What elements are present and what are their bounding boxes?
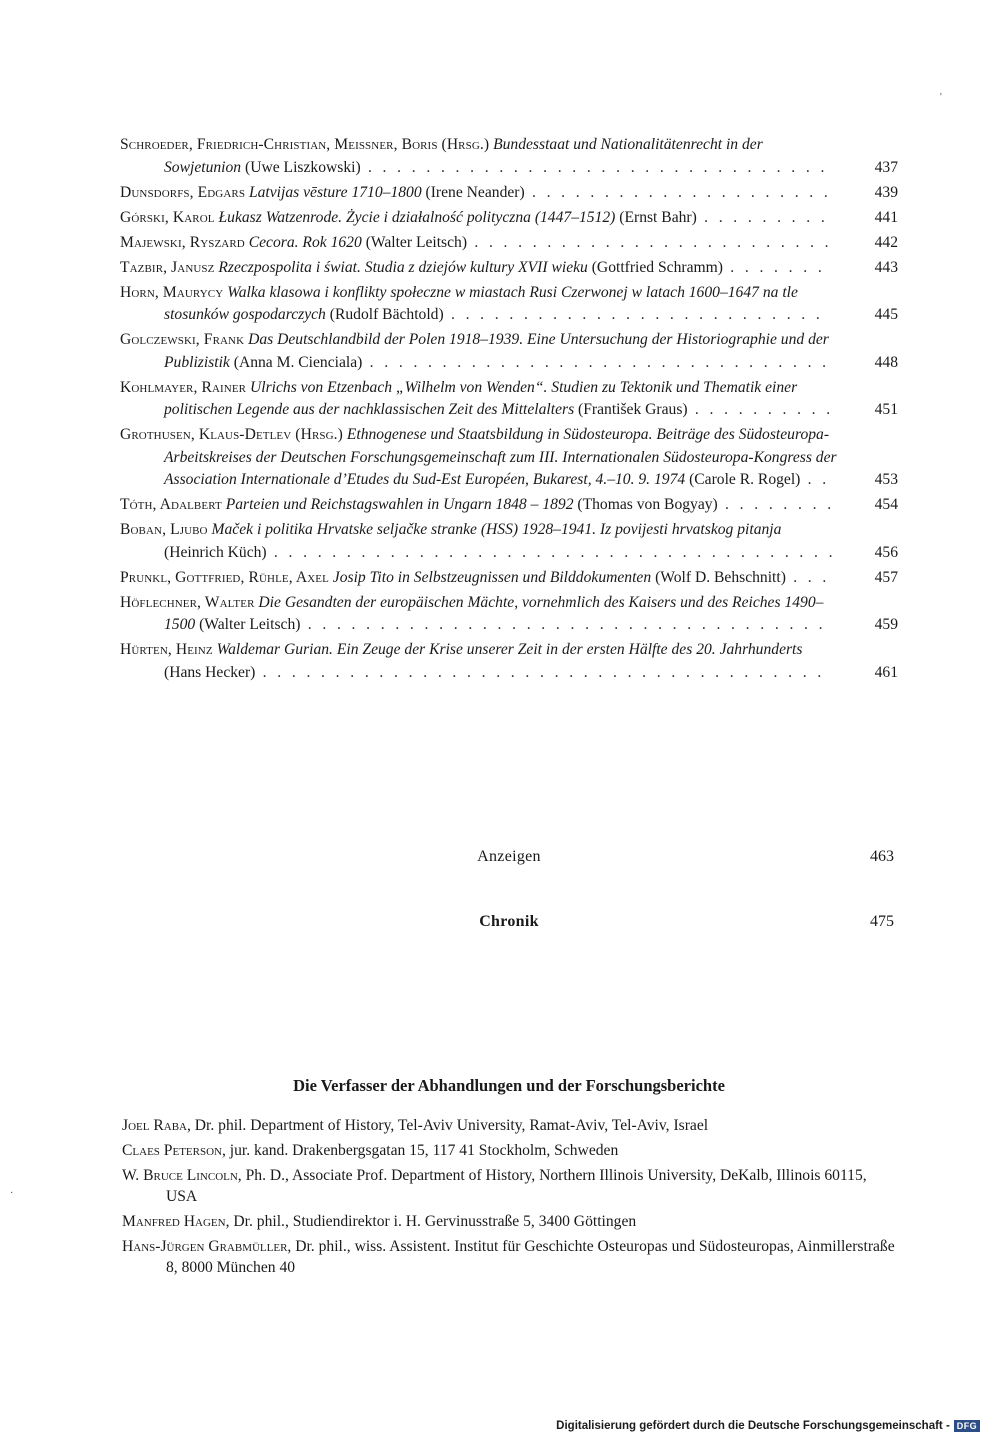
toc-reviewer: (Wolf D. Behschnitt) — [655, 568, 786, 586]
author-affiliation: Dr. phil., wiss. Assistent. Institut für Geschichte Osteuropas und Südosteuropas, Ainmillerstraße 8, 8000 München 40 — [166, 1238, 895, 1276]
leader-dots: . . . . . . . . . . — [687, 401, 834, 418]
author-entry — [122, 1115, 898, 1136]
toc-entry — [120, 282, 898, 327]
toc-page-number: 451 — [874, 401, 898, 418]
toc-title: Cecora. Rok 1620 — [248, 233, 362, 251]
author-name: Joel Raba, — [122, 1117, 191, 1134]
toc-entry — [120, 494, 898, 517]
leader-dots: . . . . . . . . — [717, 496, 835, 513]
leader-dots: . . . . . . . . . — [696, 208, 829, 226]
toc-entry — [120, 134, 898, 179]
toc-entry — [120, 182, 898, 205]
author-affiliation: Ph. D., Associate Prof. Department of History, Northern Illinois University, DeKalb, Illinois 60115, USA — [166, 1167, 867, 1205]
toc-entry — [120, 329, 898, 374]
toc-reviewer: (Walter Leitsch) — [365, 233, 468, 251]
toc-author: Schroeder, Friedrich-Christian, Meissner, Boris (Hrsg.) — [120, 136, 490, 153]
toc-page-number: 456 — [874, 543, 898, 561]
toc-page-number: 442 — [874, 233, 898, 251]
author-entry — [122, 1236, 898, 1278]
toc-page-number: 439 — [874, 183, 898, 201]
toc-author: Dunsdorfs, Edgars — [120, 183, 246, 201]
toc-reviewer: (Ernst Bahr) — [619, 208, 697, 226]
toc-author: Höflechner, Walter — [120, 593, 255, 611]
leader-dots: . . . . . . . — [722, 258, 826, 276]
toc-reviewer: (František Graus) — [578, 401, 688, 418]
authors-list — [122, 1115, 898, 1282]
table-of-contents — [120, 134, 898, 687]
toc-entry — [120, 232, 898, 255]
toc-page-number: 461 — [874, 663, 898, 681]
toc-author: Górski, Karol — [120, 208, 215, 226]
toc-author: Golczewski, Frank — [120, 331, 245, 348]
toc-title: Waldemar Gurian. Ein Zeuge der Krise unserer Zeit in der ersten Hälfte des 20. Jahrhunderts — [216, 641, 803, 658]
toc-title: Die Gesandten der europäischen Mächte, vornehmlich des Kaisers und des Reiches 1490–1500 — [164, 593, 824, 633]
toc-page-number: 457 — [874, 568, 898, 586]
toc-reviewer: (Thomas von Bogyay) — [577, 496, 718, 513]
author-name: W. Bruce Lincoln, — [122, 1167, 242, 1184]
toc-entry — [120, 424, 898, 492]
toc-title: Das Deutschlandbild der Polen 1918–1939. Eine Untersuchung der Historiographie und der Publizistik — [164, 331, 829, 371]
toc-page-number: 441 — [874, 208, 898, 226]
toc-page-number: 443 — [874, 258, 898, 276]
toc-page-number: 454 — [874, 496, 898, 513]
leader-dots: . . . . . . . . . . . . . . . . . . . . . . . . . — [467, 233, 832, 251]
digitization-credit — [556, 1420, 980, 1432]
leader-dots: . . . . . . . . . . . . . . . . . . . . . . . . . . . . . . . . . . . . . . . — [255, 663, 825, 681]
leader-dots: . . — [800, 471, 830, 488]
author-name: Manfred Hagen, — [122, 1213, 230, 1230]
toc-title: Maček i politika Hrvatske seljačke stranke (HSS) 1928–1941. Iz povijesti hrvatskog pitanja — [211, 521, 782, 538]
toc-title: Walka klasowa i konflikty społeczne w miastach Rusi Czerwonej w latach 1600–1647 na tle stosunków gospodarczych — [164, 283, 798, 323]
leader-dots: . . . — [785, 568, 830, 586]
leader-dots: . . . . . . . . . . . . . . . . . . . . . . . . . . . . . . . . . . . . — [300, 616, 826, 633]
toc-author: Grothusen, Klaus-Detlev (Hrsg.) — [120, 426, 343, 443]
toc-author: Hürten, Heinz — [120, 641, 213, 658]
toc-reviewer: (Rudolf Bächtold) — [329, 306, 444, 323]
authors-heading: Die Verfasser der Abhandlungen und der Forschungsberichte — [293, 1076, 725, 1095]
toc-reviewer: (Gottfried Schramm) — [591, 258, 723, 276]
toc-author: Horn, Maurycy — [120, 283, 224, 301]
toc-entry — [120, 377, 898, 422]
leader-dots: . . . . . . . . . . . . . . . . . . . . . . . . . . . . . . . . — [362, 353, 830, 371]
toc-title: Latvijas vēsture 1710–1800 — [248, 183, 422, 201]
leader-dots: . . . . . . . . . . . . . . . . . . . . . . . . . . . . . . . . — [360, 158, 828, 176]
leader-dots: . . . . . . . . . . . . . . . . . . . . . . . . . . — [443, 306, 824, 323]
toc-author: Prunkl, Gottfried, Rühle, Axel — [120, 568, 329, 586]
toc-reviewer: (Anna M. Cienciala) — [233, 353, 363, 371]
author-name: Hans-Jürgen Grabmüller, — [122, 1238, 292, 1255]
toc-entry — [120, 592, 898, 637]
toc-reviewer: (Walter Leitsch) — [199, 616, 301, 633]
toc-title: Ethnogenese und Staatsbildung in Südosteuropa. Beiträge des Südosteuropa-Arbeitskreises der Deutschen Forschungsgemeinschaft zum III. Internationalen Südosteuropa-Kongress der Association Internationale d’Etudes du Sud-Est Européen, Bukarest, 4.–10. 9. 1974 — [164, 426, 837, 488]
scan-mark: ' — [940, 92, 942, 103]
author-affiliation: Dr. phil., Studiendirektor i. H. Gervinusstraße 5, 3400 Göttingen — [233, 1213, 637, 1230]
toc-reviewer: (Uwe Liszkowski) — [245, 158, 361, 176]
toc-entry — [120, 519, 898, 564]
toc-page-number: 437 — [874, 158, 898, 176]
toc-title: Josip Tito in Selbstzeugnissen und Bilddokumenten — [332, 568, 652, 586]
author-affiliation: Dr. phil. Department of History, Tel-Aviv University, Ramat-Aviv, Tel-Aviv, Israel — [194, 1117, 709, 1134]
toc-entry — [120, 207, 898, 230]
toc-title: Parteien und Reichstagswahlen in Ungarn 1848 – 1892 — [225, 496, 574, 513]
toc-entry — [120, 257, 898, 280]
toc-reviewer: (Heinrich Küch) — [164, 543, 267, 561]
author-entry — [122, 1165, 898, 1207]
leader-dots: . . . . . . . . . . . . . . . . . . . . . . . . . . . . . . . . . . . . . . . — [266, 543, 836, 561]
toc-page-number: 453 — [874, 471, 898, 488]
section-chronik-page: 475 — [870, 913, 894, 930]
toc-page-number: 445 — [874, 306, 898, 323]
toc-author: Kohlmayer, Rainer — [120, 378, 247, 396]
toc-author: Tóth, Adalbert — [120, 496, 222, 513]
leader-dots: . . . . . . . . . . . . . . . . . . . . . — [524, 183, 832, 201]
toc-author: Boban, Ljubo — [120, 521, 208, 538]
section-chronik-label: Chronik — [479, 913, 539, 930]
toc-reviewer: (Hans Hecker) — [164, 663, 256, 681]
toc-entry — [120, 639, 898, 684]
toc-page-number: 459 — [874, 616, 898, 633]
toc-title: Łukasz Watzenrode. Życie i działalność polityczna (1447–1512) — [218, 208, 616, 226]
section-anzeigen-label: Anzeigen — [477, 848, 541, 865]
toc-title: Rzeczpospolita i świat. Studia z dziejów kultury XVII wieku — [218, 258, 588, 276]
author-entry — [122, 1140, 898, 1161]
toc-reviewer: (Carole R. Rogel) — [689, 471, 801, 488]
toc-reviewer: (Irene Neander) — [425, 183, 525, 201]
section-anzeigen-page: 463 — [870, 848, 894, 865]
toc-page-number: 448 — [874, 353, 898, 371]
dfg-logo: DFG — [954, 1420, 980, 1432]
toc-title: Bundesstaat und Nationalitätenrecht in der Sowjetunion — [164, 136, 763, 176]
scan-mark: · — [10, 1188, 14, 1199]
toc-title: Ulrichs von Etzenbach „Wilhelm von Wenden“. Studien zu Tektonik und Thematik einer politischen Legende aus der nachklassischen Zeit des Mittelalters — [164, 378, 798, 418]
credit-text: Digitalisierung gefördert durch die Deutsche Forschungsgemeinschaft - — [556, 1420, 950, 1432]
toc-author: Tazbir, Janusz — [120, 258, 215, 276]
toc-author: Majewski, Ryszard — [120, 233, 245, 251]
author-entry — [122, 1211, 898, 1232]
author-affiliation: jur. kand. Drakenbergsgatan 15, 117 41 Stockholm, Schweden — [229, 1142, 619, 1159]
author-name: Claes Peterson, — [122, 1142, 226, 1159]
toc-entry — [120, 567, 898, 590]
